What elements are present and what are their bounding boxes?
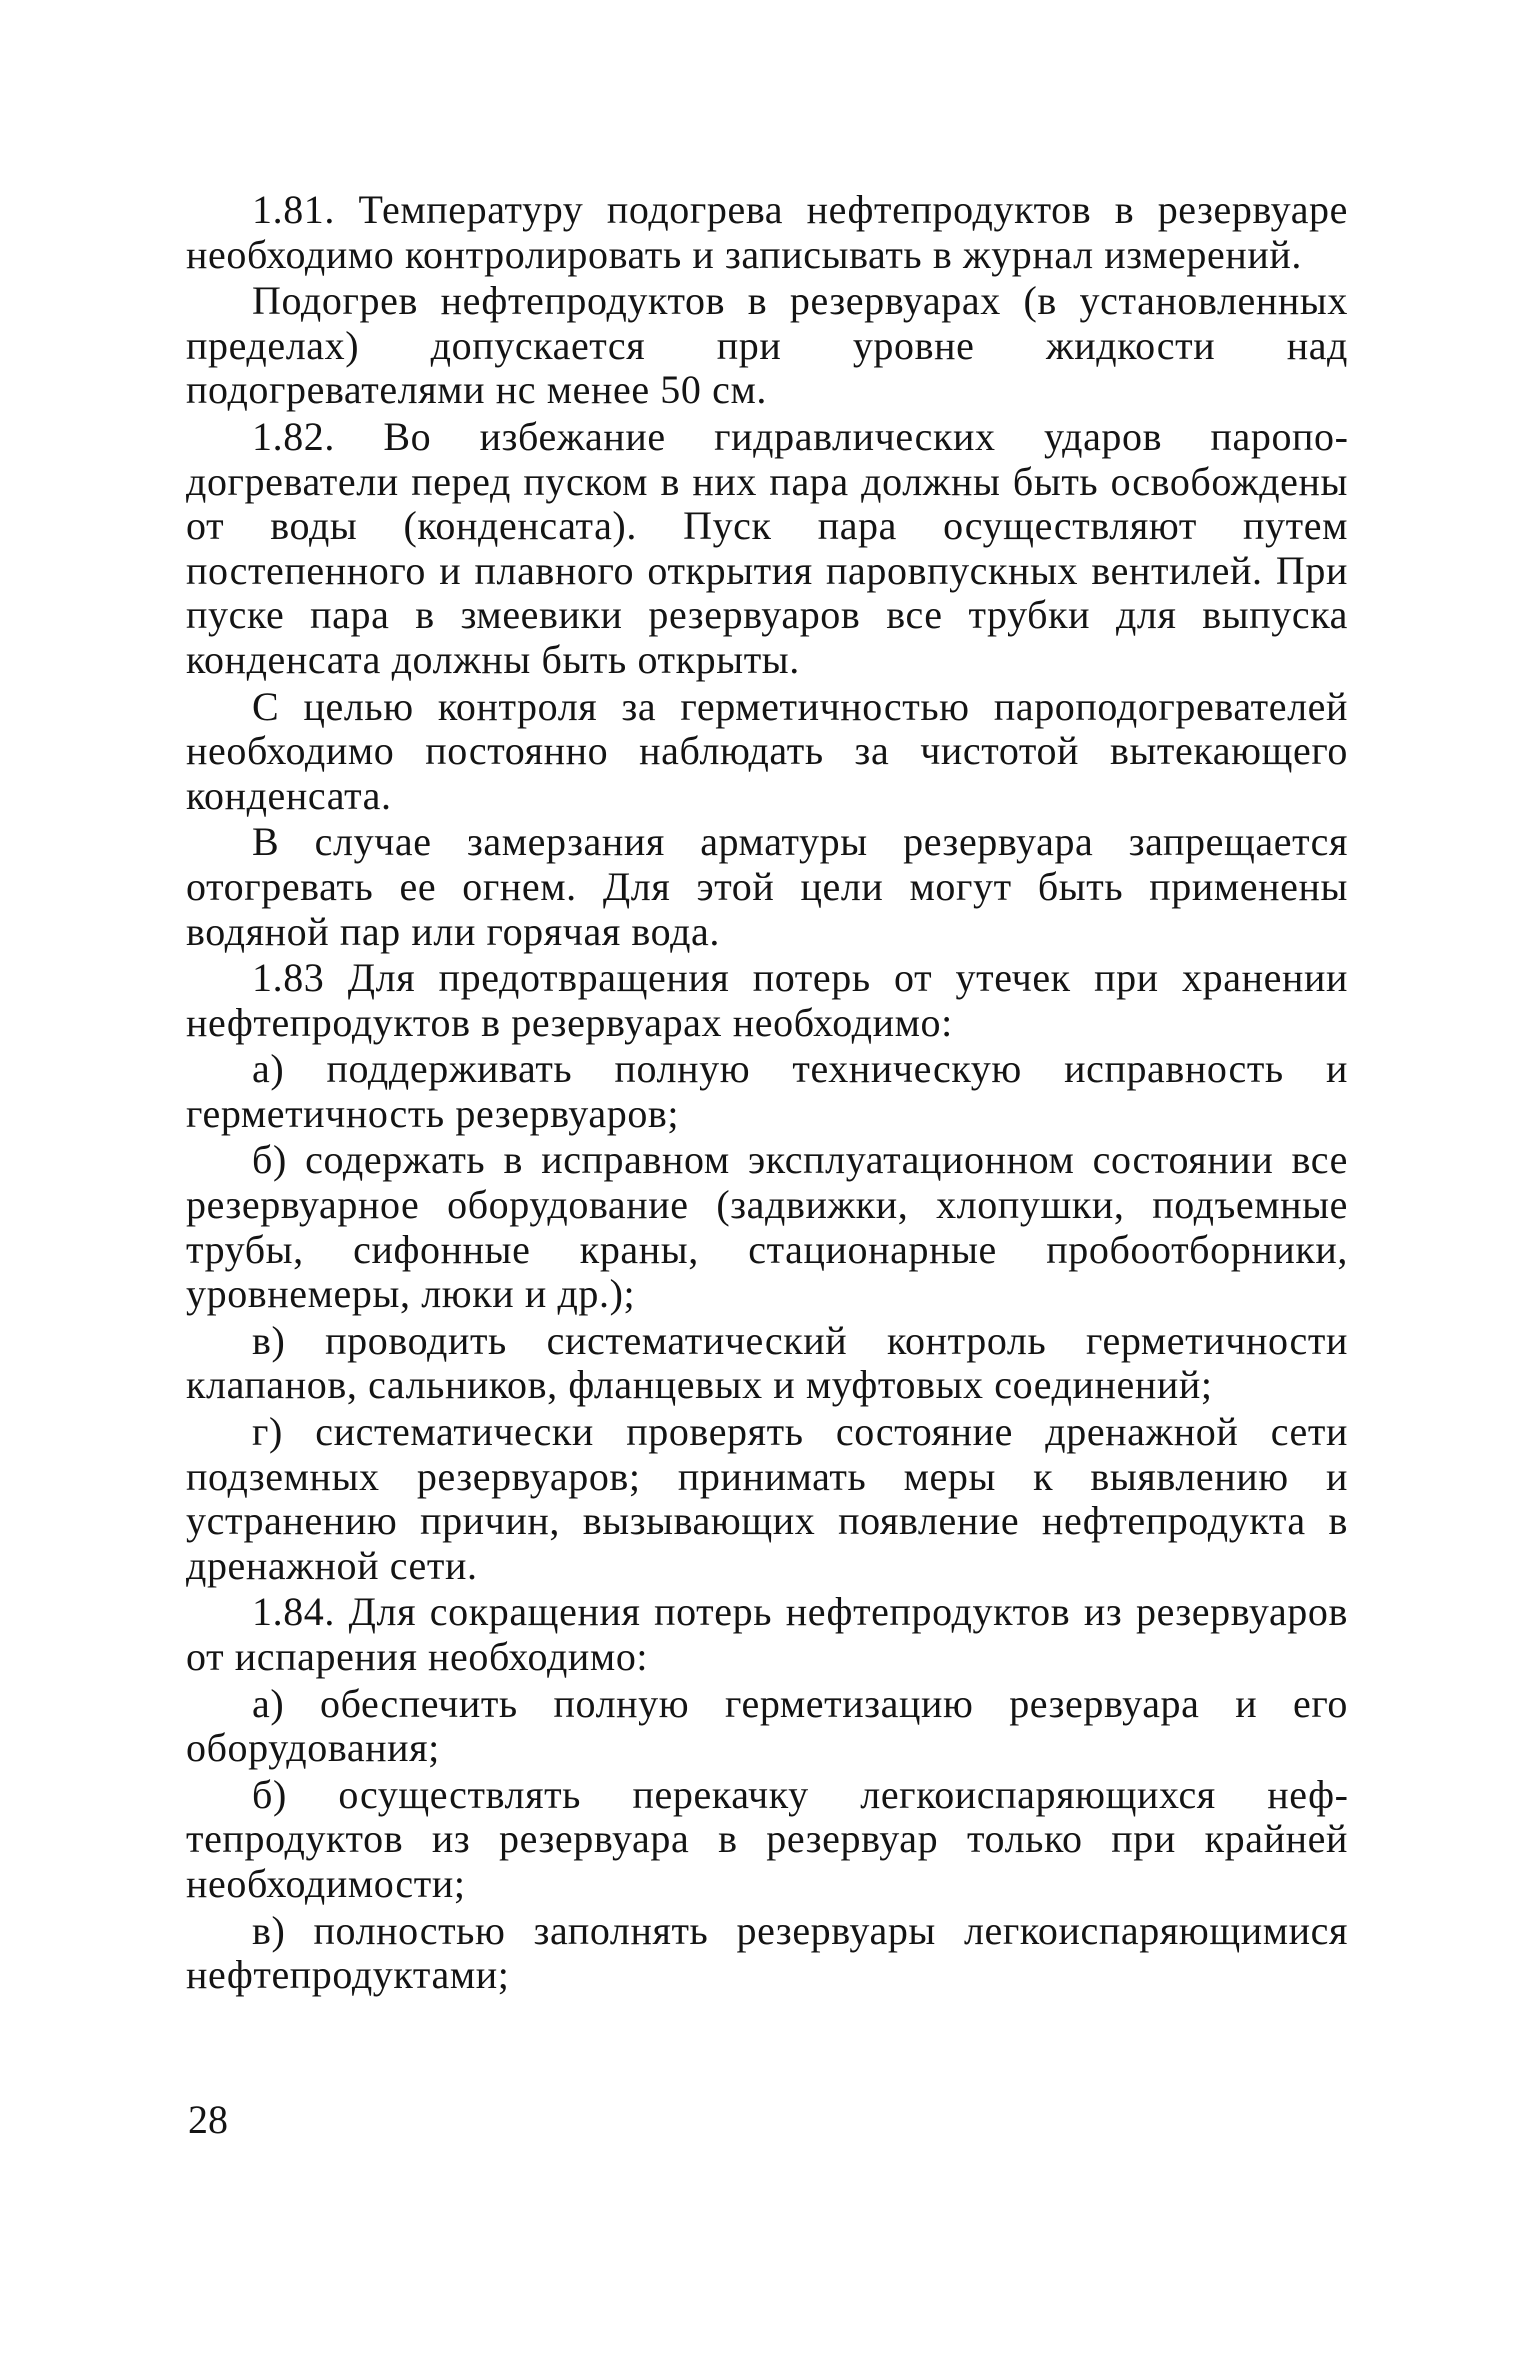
list-item-1-84-b: б) осуществлять перекачку легкоиспаряющихся нефтепродуктов из резервуара в резервуар только при крайней необходимости;: [186, 1771, 1348, 1906]
page-number: 28: [188, 2097, 228, 2142]
paragraph-1-81: 1.81. Температуру подогрева нефтепродуктов в резервуаре необходимо контролировать и записывать в журнал измерений.: [186, 187, 1348, 277]
paragraph-heating-level: Подогрев нефтепродуктов в резервуарах (в установленных пределах) допускается при уровне жидкости над подогревателями нс менее 50 см.: [186, 278, 1348, 413]
paragraph-1-84: 1.84. Для сокращения потерь нефтепродуктов из резервуаров от испарения необходимо:: [186, 1589, 1348, 1679]
paragraph-1-82: 1.82. Во избежание гидравлических ударов пароподогреватели перед пуском в них пара должны быть освобождены от воды (конденсата). Пуск пара осуществляют путем постепенного и плавного открытия паровпускных вентилей. При пуске пара в змеевики резервуаров все трубки для выпуска конденсата должны быть открыты.: [186, 413, 1348, 682]
list-item-1-83-v: в) проводить систематический контроль герметичности клапанов, сальников, фланцевых и муфтовых соединений;: [186, 1317, 1348, 1408]
list-item-1-84-a: а) обеспечить полную герметизацию резервуара и его оборудования;: [186, 1680, 1348, 1771]
paragraph-freezing: В случае замерзания арматуры резервуара запрещается отогревать ее огнем. Для этой цели могут быть применены водяной пар или горячая вода.: [186, 819, 1348, 954]
list-item-1-84-v: в) полностью заполнять резервуары легкоиспаряющимися нефтепродуктами;: [186, 1907, 1348, 1998]
paragraph-tightness-control: С целью контроля за герметичностью пароподогревателей необходимо постоянно наблюдать за чистотой вытекающего конденсата.: [186, 683, 1348, 818]
list-item-1-83-b: б) содержать в исправном эксплуатационном состоянии все резервуарное оборудование (задвижки, хлопушки, подъемные трубы, сифонные краны, стационарные пробоотборники, уровнемеры, люки и др.);: [186, 1137, 1348, 1317]
list-item-1-83-a: а) поддерживать полную техническую исправность и герметичность резервуаров;: [186, 1046, 1348, 1136]
body-text: [186, 188, 1348, 2000]
paragraph-1-83: 1.83 Для предотвращения потерь от утечек при хранении нефтепродуктов в резервуарах необходимо:: [186, 955, 1348, 1045]
list-item-1-83-g: г) систематически проверять состояние дренажной сети подземных резервуаров; принимать меры к выявлению и устранению причин, вызывающих появление нефтепродукта в дренажной сети.: [186, 1409, 1348, 1588]
